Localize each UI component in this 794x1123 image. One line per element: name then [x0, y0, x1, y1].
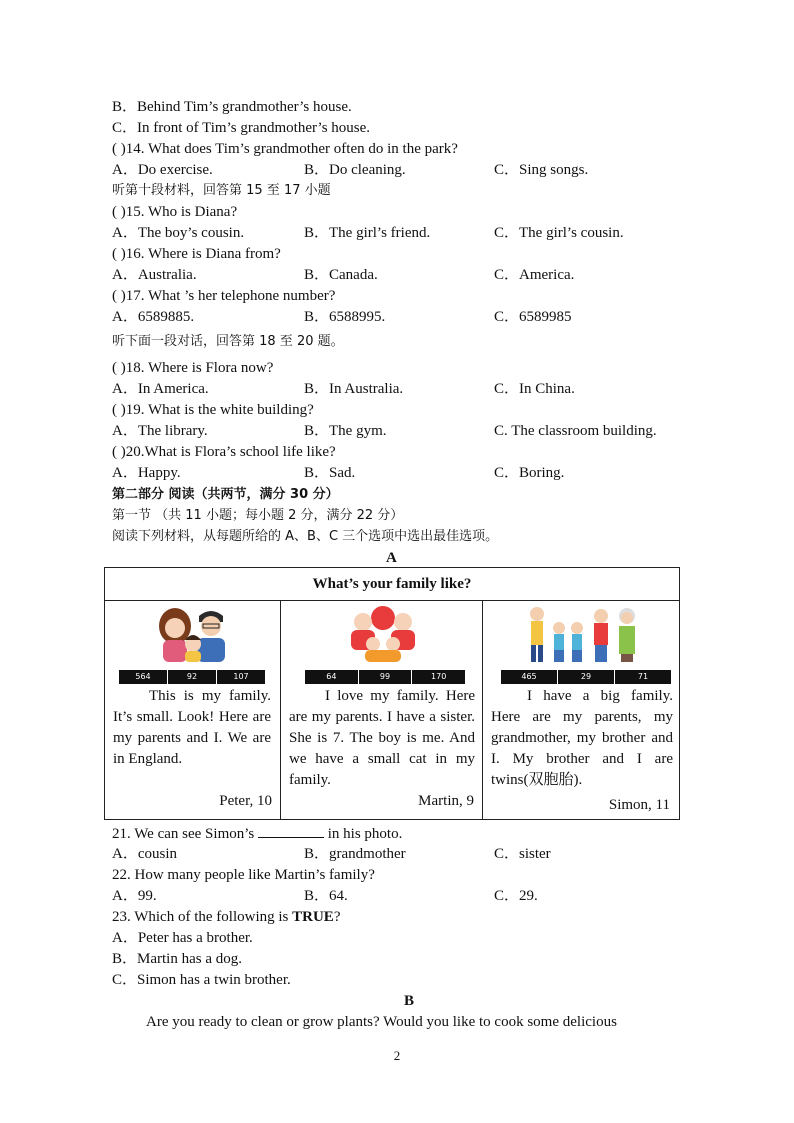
q13-option-c: C．In front of Tim’s grandmother’s house.: [112, 120, 371, 136]
stat-views: 564: [119, 670, 168, 684]
q13-option-b: B．Behind Tim’s grandmother’s house.: [112, 99, 352, 115]
q15-option-c: C．The girl’s cousin.: [494, 225, 624, 241]
part-two-title: 第二部分 阅读（共两节，满分 30 分）: [112, 487, 339, 502]
q14-option-b: B．Do cleaning.: [304, 162, 406, 178]
q14-option-c: C．Sing songs.: [494, 162, 589, 178]
q22-stem: 22. How many people like Martin’s family?: [112, 867, 375, 883]
peter-text: This is my family. It’s small. Look! Here are my parents and I. We are in England.: [113, 688, 271, 767]
q18-option-a: A．In America.: [112, 381, 209, 397]
stats-bar-martin: [305, 670, 465, 684]
reading-instruction: 阅读下列材料，从每题所给的 A、B、C 三个选项中选出最佳选项。: [112, 529, 499, 544]
q21-stem-pre: 21. We can see Simon’s: [112, 826, 255, 842]
q20-option-b: B．Sad.: [304, 465, 356, 481]
q21-option-c: C．sister: [494, 846, 551, 862]
passage-b-label: B: [404, 993, 415, 1009]
simon-text: I have a big family. Here are my parents, my grandmother, my brother and I. My brother and I are twins(双胞胎).: [491, 688, 673, 788]
q23-stem: [112, 907, 340, 927]
q14-stem: ( )14. What does Tim’s grandmother often do in the park?: [112, 141, 458, 157]
stat-comments: 71: [637, 672, 649, 681]
q23-stem-pre: 23. Which of the following is: [112, 909, 289, 925]
q23-stem-bold: TRUE: [292, 909, 334, 925]
q23-stem-post: ?: [333, 909, 341, 925]
q22-option-c: C．29.: [494, 888, 538, 904]
passage-b-text: Are you ready to clean or grow plants? Would you like to cook some delicious: [146, 1014, 617, 1030]
martin-text: I love my family. Here are my parents. I have a sister. She is 7. The boy is me. And we have a small cat in my family.: [289, 688, 475, 788]
q21-stem-post: in his photo.: [327, 826, 403, 842]
stat-views: 465: [501, 670, 558, 684]
section-10-instruction: 听第十段材料，回答第 15 至 17 小题: [112, 183, 331, 198]
stat-comments: 107: [233, 672, 249, 681]
q19-option-c: C. The classroom building.: [494, 423, 657, 439]
stat-views: 64: [305, 670, 359, 684]
q16-option-c: C．America.: [494, 267, 575, 283]
q14-option-a: A．Do exercise.: [112, 162, 213, 178]
q23-option-a: A．Peter has a brother.: [112, 930, 253, 946]
q18-option-b: B．In Australia.: [304, 381, 404, 397]
q19-stem: ( )19. What is the white building?: [112, 402, 314, 418]
stat-likes: 29: [558, 670, 615, 684]
q21-stem: [112, 823, 402, 844]
family-photo-simon: [523, 604, 653, 662]
peter-cell: [105, 600, 280, 819]
stat-likes: 92: [168, 670, 217, 684]
q22-option-b: B．64.: [304, 888, 348, 904]
q18-option-c: C．In China.: [494, 381, 575, 397]
simon-signature: Simon, 11: [608, 797, 670, 813]
simon-cell: [482, 600, 678, 819]
martin-cell: [280, 600, 482, 819]
q18-stem: ( )18. Where is Flora now?: [112, 360, 274, 376]
q23-option-c: C．Simon has a twin brother.: [112, 972, 291, 988]
q20-stem: ( )20.What is Flora’s school life like?: [112, 444, 336, 460]
stats-bar-peter: [119, 670, 265, 684]
stat-comments: 170: [431, 672, 447, 681]
table-title: What’s your family like?: [105, 568, 679, 601]
answer-blank: [258, 823, 324, 838]
martin-signature: Martin, 9: [418, 793, 474, 809]
q19-option-b: B．The gym.: [304, 423, 387, 439]
q21-option-a: A．cousin: [112, 846, 177, 862]
section-next-instruction: 听下面一段对话，回答第 18 至 20 题。: [112, 334, 344, 349]
passage-a-label: A: [386, 550, 397, 566]
q19-option-a: A．The library.: [112, 423, 208, 439]
family-table: [104, 567, 680, 820]
stat-likes: 99: [359, 670, 413, 684]
family-photo-peter: [145, 604, 243, 662]
page-number: 2: [393, 1048, 401, 1063]
q20-option-a: A．Happy.: [112, 465, 181, 481]
q15-option-a: A．The boy’s cousin.: [112, 225, 245, 241]
family-photo-martin: [339, 604, 427, 662]
q21-option-b: B．grandmother: [304, 846, 406, 862]
q17-option-b: B．6588995.: [304, 309, 386, 325]
peter-signature: Peter, 10: [219, 793, 272, 809]
q15-stem: ( )15. Who is Diana?: [112, 204, 238, 220]
q23-option-b: B．Martin has a dog.: [112, 951, 242, 967]
q22-option-a: A．99.: [112, 888, 157, 904]
q20-option-c: C．Boring.: [494, 465, 565, 481]
section-one-title: 第一节 （共 11 小题；每小题 2 分，满分 22 分）: [112, 508, 404, 523]
q17-option-c: C．6589985: [494, 309, 572, 325]
stats-bar-simon: [501, 670, 671, 684]
q16-stem: ( )16. Where is Diana from?: [112, 246, 281, 262]
q16-option-b: B．Canada.: [304, 267, 378, 283]
q15-option-b: B．The girl’s friend.: [304, 225, 431, 241]
q16-option-a: A．Australia.: [112, 267, 197, 283]
q17-option-a: A．6589885.: [112, 309, 195, 325]
q17-stem: ( )17. What ’s her telephone number?: [112, 288, 336, 304]
